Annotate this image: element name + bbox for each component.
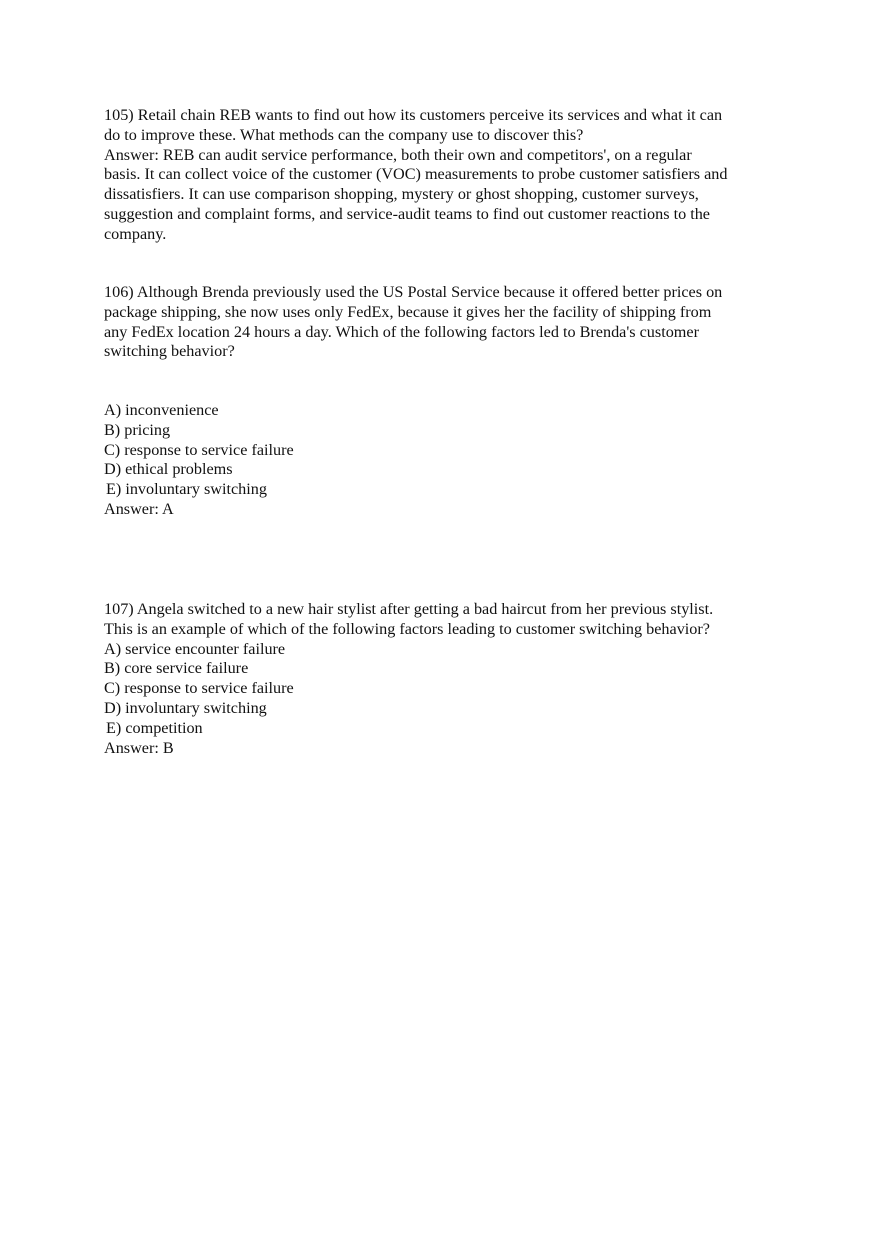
answer-105-line-2: basis. It can collect voice of the customer (VOC) measurements to probe customer satisfiers and xyxy=(104,165,728,184)
option-107-c: C) response to service failure xyxy=(104,679,294,698)
option-106-c: C) response to service failure xyxy=(104,440,294,459)
question-106-line-2: package shipping, she now uses only FedEx, because it gives her the facility of shipping from xyxy=(104,302,712,321)
answer-105-line-1: Answer: REB can audit service performance, both their own and competitors', on a regular xyxy=(104,145,692,164)
option-107-e: E) competition xyxy=(106,718,203,737)
question-107-line-2: This is an example of which of the following factors leading to customer switching behavior? xyxy=(104,619,710,638)
answer-106: Answer: A xyxy=(104,499,174,518)
option-106-b: B) pricing xyxy=(104,420,171,439)
options-106 xyxy=(104,401,784,520)
question-106-line-3: any FedEx location 24 hours a day. Which of the following factors led to Brenda's customer xyxy=(104,322,699,341)
question-106-line-1: 106) Although Brenda previously used the US Postal Service because it offered better prices on xyxy=(104,283,723,301)
answer-105-line-5: company. xyxy=(104,224,167,243)
option-107-a: A) service encounter failure xyxy=(104,639,286,658)
question-105-line-2: do to improve these. What methods can the company use to discover this? xyxy=(104,125,584,144)
question-106-line-4: switching behavior? xyxy=(104,342,235,361)
question-105 xyxy=(104,106,784,245)
option-106-a: A) inconvenience xyxy=(104,401,219,419)
question-107-line-1: 107) Angela switched to a new hair stylist after getting a bad haircut from her previous stylist. xyxy=(104,600,714,618)
option-106-e: E) involuntary switching xyxy=(106,480,267,499)
option-107-b: B) core service failure xyxy=(104,659,249,678)
option-106-d: D) ethical problems xyxy=(104,460,233,479)
question-106 xyxy=(104,283,784,362)
question-107 xyxy=(104,600,784,758)
answer-105-line-3: dissatisfiers. It can use comparison shopping, mystery or ghost shopping, customer surveys, xyxy=(104,185,699,204)
option-107-d: D) involuntary switching xyxy=(104,698,267,717)
answer-107: Answer: B xyxy=(104,738,174,757)
question-105-line-1: 105) Retail chain REB wants to find out how its customers perceive its services and what it can xyxy=(104,106,723,124)
answer-105-line-4: suggestion and complaint forms, and service-audit teams to find out customer reactions to the xyxy=(104,204,710,223)
